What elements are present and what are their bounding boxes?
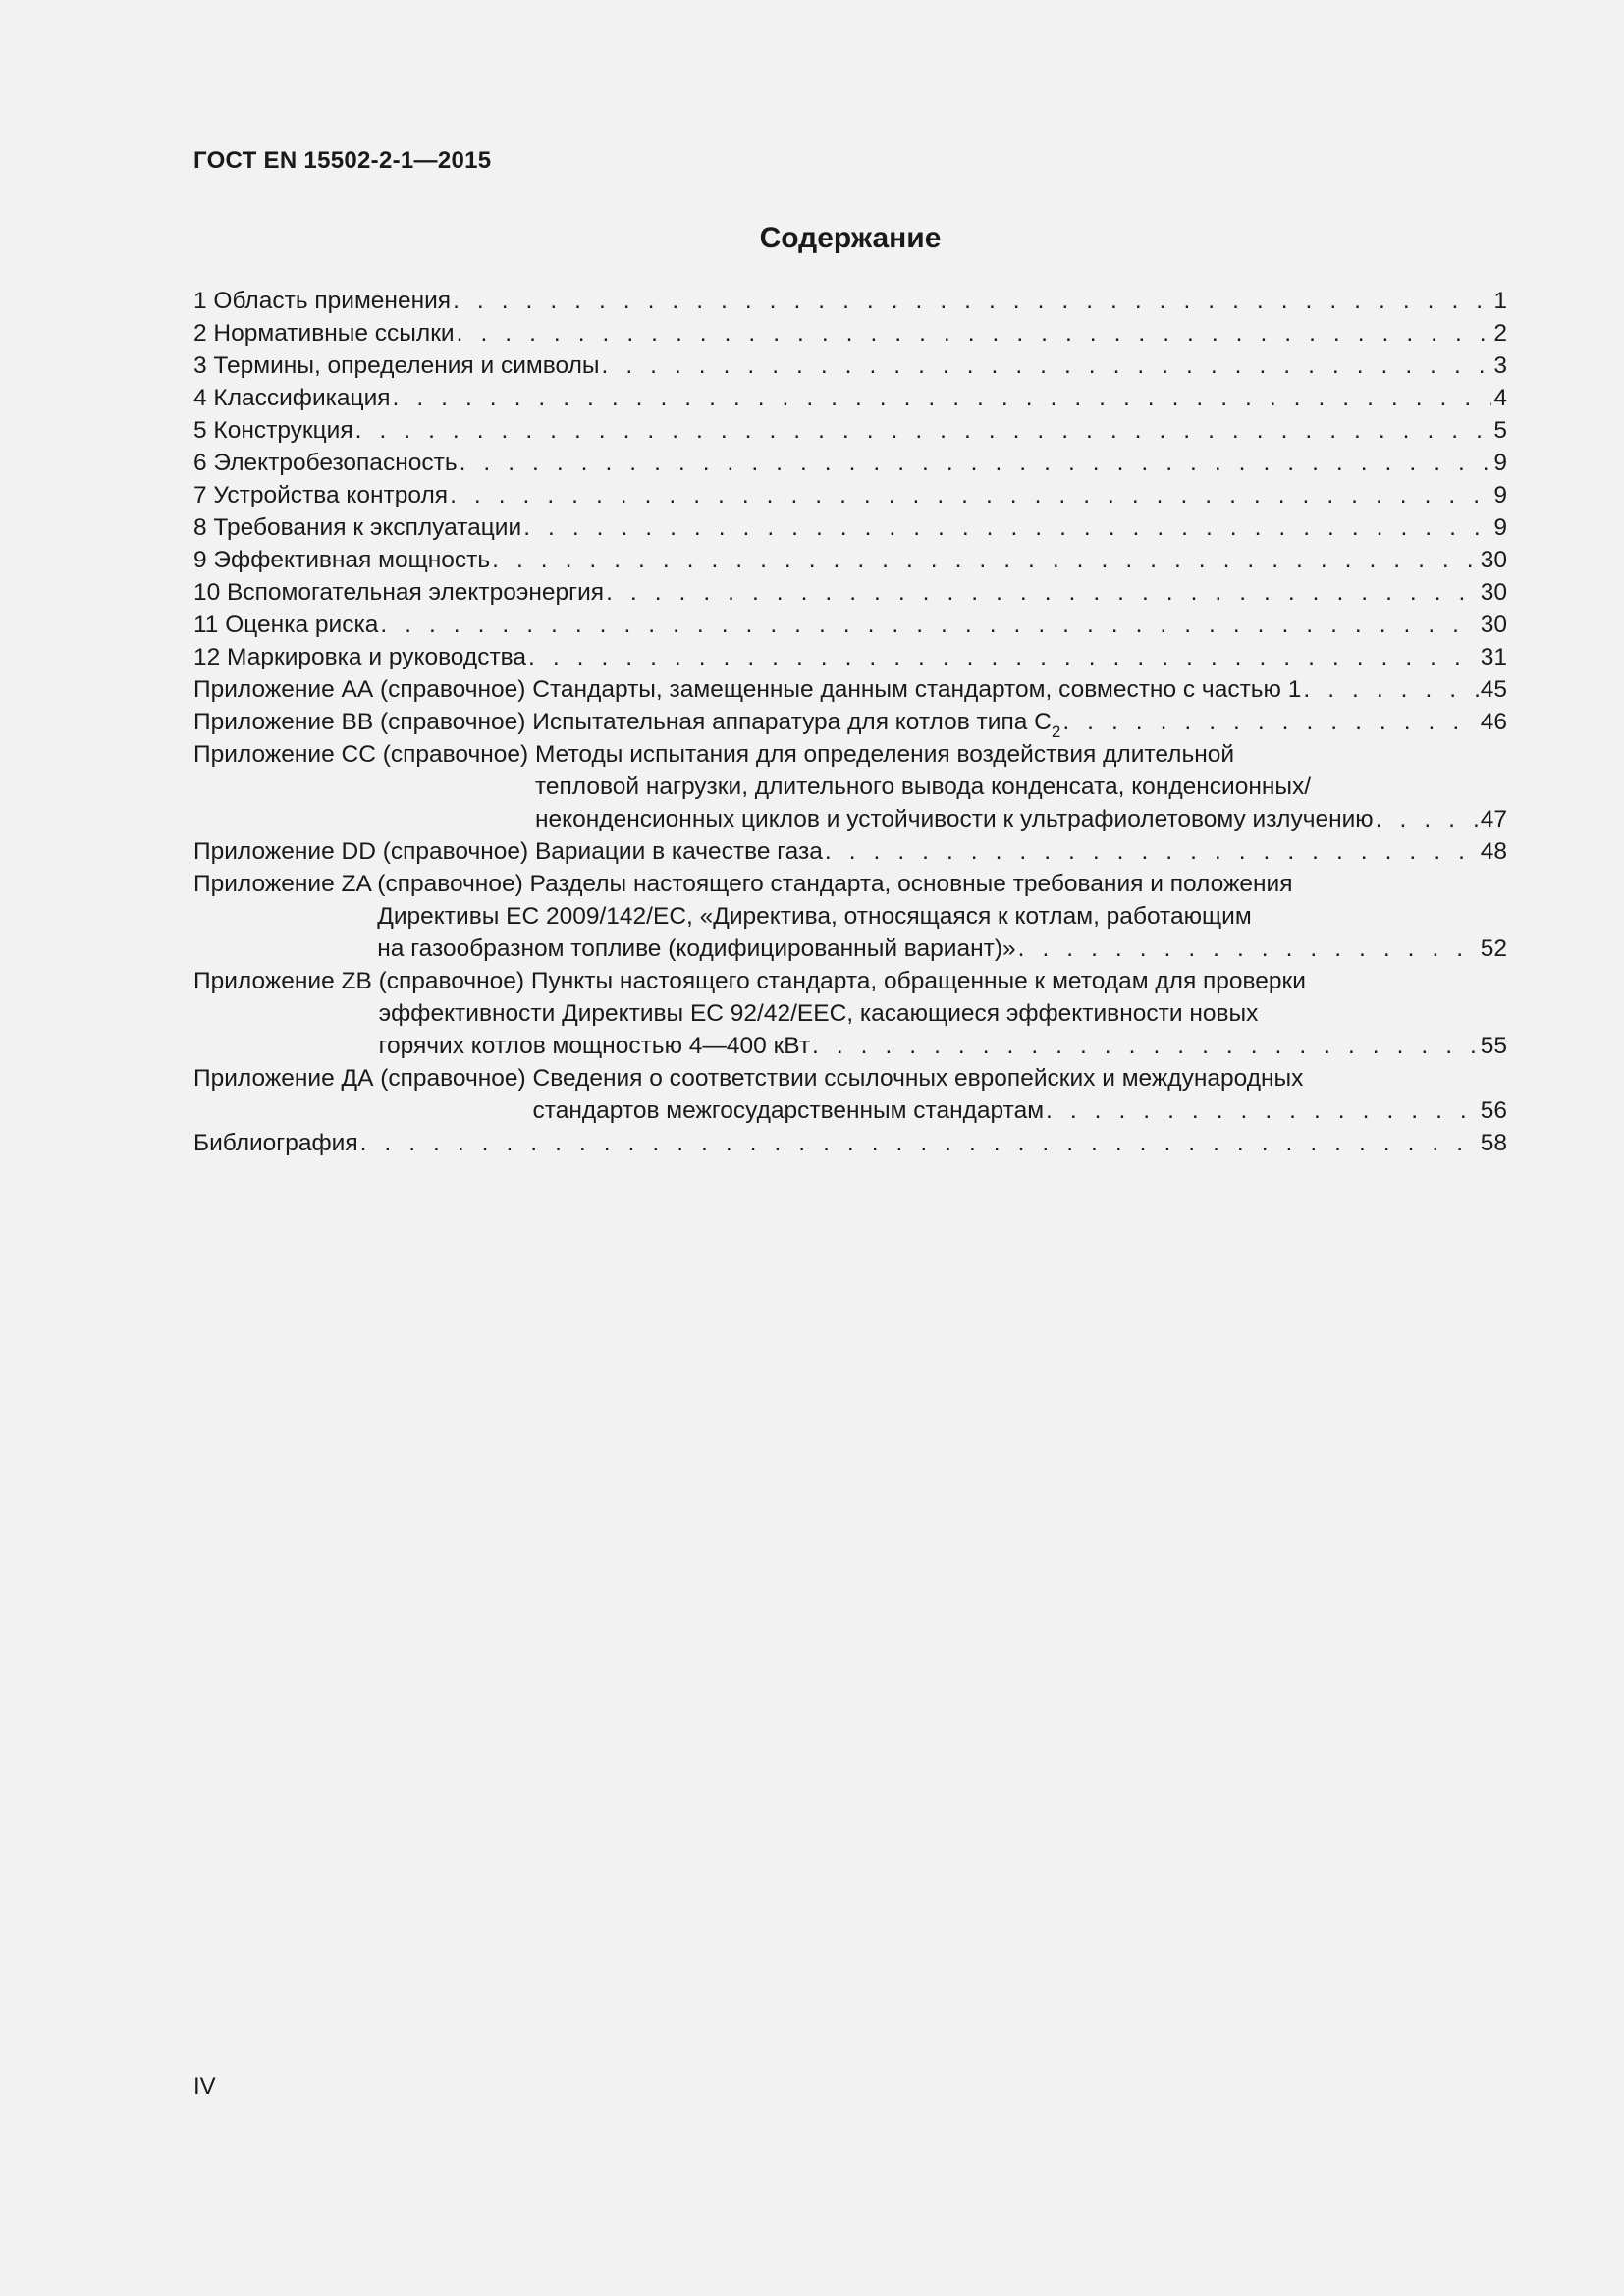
toc-page-number[interactable]: 9 (1493, 482, 1507, 508)
toc-entry-line (193, 382, 1507, 414)
toc-entry-line (535, 835, 1507, 868)
toc-entry[interactable] (193, 511, 1507, 544)
toc-page-number[interactable]: 45 (1480, 676, 1507, 703)
toc-entry-title: 7 Устройства контроля (193, 482, 449, 508)
toc-entry-line (193, 349, 1507, 382)
toc-entry-title: Стандарты, замещенные данным стандартом, совместно с частью 1 (532, 676, 1302, 703)
dot-leader (393, 382, 1492, 414)
toc-page-number[interactable]: 52 (1480, 935, 1507, 962)
toc-entry-text (193, 641, 526, 673)
toc-entry-text (377, 868, 1292, 900)
toc-entry-title: 11 Оценка риска (193, 612, 379, 638)
toc-entry-prefix: Приложение ДА (справочное) (193, 1065, 533, 1092)
toc-page-number[interactable]: 4 (1493, 385, 1507, 411)
toc-entry[interactable] (193, 868, 1507, 965)
dot-leader (453, 285, 1491, 317)
toc-entry-line (532, 673, 1507, 706)
toc-entry-title: 4 Классификация (193, 385, 391, 411)
toc-entry-body (193, 382, 1507, 414)
toc-entry-prefix: Приложение DD (справочное) (193, 838, 535, 865)
toc-entry-text (193, 349, 600, 382)
toc-entry-line (193, 576, 1507, 609)
toc-entry-body (532, 673, 1507, 706)
toc-entry-line (193, 285, 1507, 317)
toc-entry-body (193, 479, 1507, 511)
toc-entry-title: 2 Нормативные ссылки (193, 320, 455, 347)
toc-entry-text (193, 511, 521, 544)
toc-entry-text (193, 317, 455, 349)
dot-leader (1018, 933, 1479, 965)
toc-page-number[interactable]: 9 (1493, 450, 1507, 476)
toc-entry-text (193, 1127, 358, 1159)
toc-page-number[interactable]: 55 (1480, 1033, 1507, 1059)
toc-entry-title: стандартов межгосударственным стандартам (532, 1097, 1045, 1124)
toc-entry-title: Библиография (193, 1130, 358, 1156)
dot-leader (360, 1127, 1479, 1159)
toc-entry-text (377, 900, 1251, 933)
toc-entry-prefix: Приложение ZB (193, 968, 379, 994)
toc-entry-text (193, 576, 604, 609)
dot-leader (523, 511, 1491, 544)
toc-entry[interactable] (193, 641, 1507, 673)
toc-entry[interactable] (193, 609, 1507, 641)
toc-entry[interactable] (193, 382, 1507, 414)
toc-page-number[interactable]: 46 (1480, 709, 1507, 735)
toc-entry-text (193, 544, 490, 576)
toc-entry-title: 8 Требования к эксплуатации (193, 514, 522, 541)
toc-entry-line (379, 965, 1507, 997)
toc-entry-body (535, 835, 1507, 868)
toc-entry-title: Испытательная аппаратура для котлов типа C (532, 709, 1052, 735)
toc-entry-line (193, 1127, 1507, 1159)
toc-entry-text (532, 673, 1301, 706)
dot-leader (825, 835, 1479, 868)
toc-entry-title: 12 Маркировка и руководства (193, 644, 527, 670)
toc-entry-body (193, 349, 1507, 382)
toc-entry-title: эффективности Директивы ЕС 92/42/ЕЕС, касающиеся эффективности новых (378, 1000, 1259, 1027)
toc-entry[interactable] (193, 738, 1507, 835)
dot-leader (457, 317, 1492, 349)
toc-entry-line (533, 1062, 1507, 1095)
toc-entry-title: горячих котлов мощностью 4—400 кВт (378, 1033, 811, 1059)
toc-entry-line (193, 511, 1507, 544)
toc-entry[interactable] (193, 1127, 1507, 1159)
dot-leader (450, 479, 1491, 511)
toc-entry-title: 6 Электробезопасность (193, 450, 458, 476)
dot-leader (1376, 803, 1479, 835)
toc-entry-line (193, 641, 1507, 673)
toc-entry-body (532, 706, 1507, 741)
toc-entry-line (193, 317, 1507, 349)
dot-leader (812, 1030, 1479, 1062)
toc-page-number[interactable]: 58 (1480, 1130, 1507, 1156)
page-number-footer: IV (193, 2073, 216, 2100)
document-code-header: ГОСТ EN 15502-2-1—2015 (193, 147, 492, 174)
toc-entry-text (535, 803, 1374, 835)
toc-entry-line (193, 447, 1507, 479)
toc-entry-line (193, 544, 1507, 576)
toc-entry-title: (справочное) Пункты настоящего стандарта, обращенные к методам для проверки (378, 968, 1306, 994)
toc-entry-line (377, 900, 1507, 933)
toc-entry-text (193, 382, 391, 414)
toc-entry[interactable] (193, 706, 1507, 741)
toc-entry-body (193, 317, 1507, 349)
toc-entry-title: (справочное) Разделы настоящего стандарта, основные требования и положения (377, 871, 1293, 897)
toc-entry-title: 9 Эффективная мощность (193, 547, 491, 573)
toc-entry[interactable] (193, 285, 1507, 317)
toc-entry-body (377, 868, 1507, 965)
toc-entry-text (379, 965, 1306, 997)
toc-entry-title: Методы испытания для определения воздействия длительной (534, 741, 1235, 768)
toc-entry-text (193, 609, 378, 641)
toc-entry-text (377, 933, 1015, 965)
toc-entry-title: 5 Конструкция (193, 417, 353, 444)
dot-leader (1046, 1095, 1479, 1127)
toc-page-number[interactable]: 9 (1493, 514, 1507, 541)
toc-entry-line (193, 414, 1507, 447)
toc-entry-subscript: 2 (1051, 722, 1061, 741)
toc-entry-body (193, 285, 1507, 317)
toc-entry[interactable] (193, 576, 1507, 609)
toc-entry-prefix: Приложение ВВ (справочное) (193, 709, 533, 735)
toc-entry[interactable] (193, 317, 1507, 349)
toc-entry-text (379, 1030, 810, 1062)
toc-entry-title: 3 Термины, определения и символы (193, 352, 600, 379)
dot-leader (606, 576, 1479, 609)
toc-entry-line (533, 1095, 1507, 1127)
toc-entry-line (379, 1030, 1507, 1062)
toc-entry[interactable] (193, 447, 1507, 479)
toc-entry-body (535, 738, 1507, 835)
toc-page-number[interactable]: 47 (1480, 806, 1507, 832)
toc-entry-text (533, 1062, 1304, 1095)
dot-leader (602, 349, 1492, 382)
dot-leader (1303, 673, 1478, 706)
toc-entry-line (535, 803, 1507, 835)
toc-entry[interactable] (193, 673, 1507, 706)
toc-entry-body (193, 447, 1507, 479)
toc-page-number[interactable]: 5 (1493, 417, 1507, 444)
toc-entry-text (193, 285, 451, 317)
dot-leader (492, 544, 1479, 576)
toc-page-number[interactable]: 30 (1480, 547, 1507, 573)
toc-entry-text (379, 997, 1259, 1030)
toc-entry-body (193, 609, 1507, 641)
toc-entry-line (377, 933, 1507, 965)
toc-entry-prefix: Приложение АА (справочное) (193, 676, 533, 703)
toc-entry-title: неконденсионных циклов и устойчивости к ультрафиолетовому излучению (534, 806, 1374, 832)
toc-entry-text (535, 835, 823, 868)
table-of-contents (193, 285, 1507, 1159)
toc-entry-text (532, 706, 1060, 740)
toc-entry-body (379, 965, 1507, 1062)
toc-entry-line (379, 997, 1507, 1030)
toc-entry[interactable] (193, 479, 1507, 511)
dot-leader (380, 609, 1478, 641)
toc-entry-title: на газообразном топливе (кодифицированный вариант)» (377, 935, 1016, 962)
toc-entry-title: тепловой нагрузки, длительного вывода конденсата, конденсионных/ (534, 774, 1312, 800)
toc-entry[interactable] (193, 414, 1507, 447)
toc-entry-title: Сведения о соответствии ссылочных европейских и международных (532, 1065, 1304, 1092)
dot-leader (355, 414, 1492, 447)
toc-entry-title: 1 Область применения (193, 288, 452, 314)
toc-page-number[interactable]: 48 (1480, 838, 1507, 865)
toc-entry-line (193, 609, 1507, 641)
toc-entry[interactable] (193, 965, 1507, 1062)
toc-entry-text (533, 1095, 1045, 1127)
toc-entry-line (532, 706, 1507, 741)
toc-entry[interactable] (193, 1062, 1507, 1127)
toc-entry-title: Директивы ЕС 2009/142/ЕС, «Директива, относящаяся к котлам, работающим (377, 903, 1252, 930)
toc-page-number[interactable]: 2 (1493, 320, 1507, 347)
toc-page-number[interactable]: 30 (1480, 579, 1507, 606)
toc-entry-title: Вариации в качестве газа (534, 838, 823, 865)
toc-page-number[interactable]: 56 (1480, 1097, 1507, 1124)
toc-entry-text (193, 447, 458, 479)
toc-page-number[interactable]: 1 (1493, 288, 1507, 314)
dot-leader (460, 447, 1492, 479)
toc-entry[interactable] (193, 349, 1507, 382)
toc-entry-body (193, 576, 1507, 609)
toc-page-number[interactable]: 3 (1493, 352, 1507, 379)
toc-title: Содержание (759, 222, 942, 254)
toc-entry-text (193, 479, 448, 511)
toc-entry-prefix: Приложение СС (справочное) (193, 741, 535, 768)
toc-entry-body (193, 414, 1507, 447)
toc-entry-text (535, 738, 1234, 771)
toc-entry-line (535, 738, 1507, 771)
toc-entry-body (533, 1062, 1507, 1127)
dot-leader (528, 641, 1479, 673)
toc-entry[interactable] (193, 544, 1507, 576)
toc-entry[interactable] (193, 835, 1507, 868)
dot-leader (1062, 706, 1478, 738)
toc-entry-prefix: Приложение ZA (193, 871, 378, 897)
toc-entry-line (535, 771, 1507, 803)
toc-entry-title: 10 Вспомогательная электроэнергия (193, 579, 605, 606)
toc-entry-body (193, 1127, 1507, 1159)
toc-entry-line (193, 479, 1507, 511)
toc-entry-text (193, 414, 353, 447)
toc-entry-line (377, 868, 1507, 900)
toc-entry-text (535, 771, 1311, 803)
toc-entry-body (193, 641, 1507, 673)
toc-entry-body (193, 511, 1507, 544)
toc-page-number[interactable]: 31 (1480, 644, 1507, 670)
toc-entry-body (193, 544, 1507, 576)
toc-page-number[interactable]: 30 (1480, 612, 1507, 638)
